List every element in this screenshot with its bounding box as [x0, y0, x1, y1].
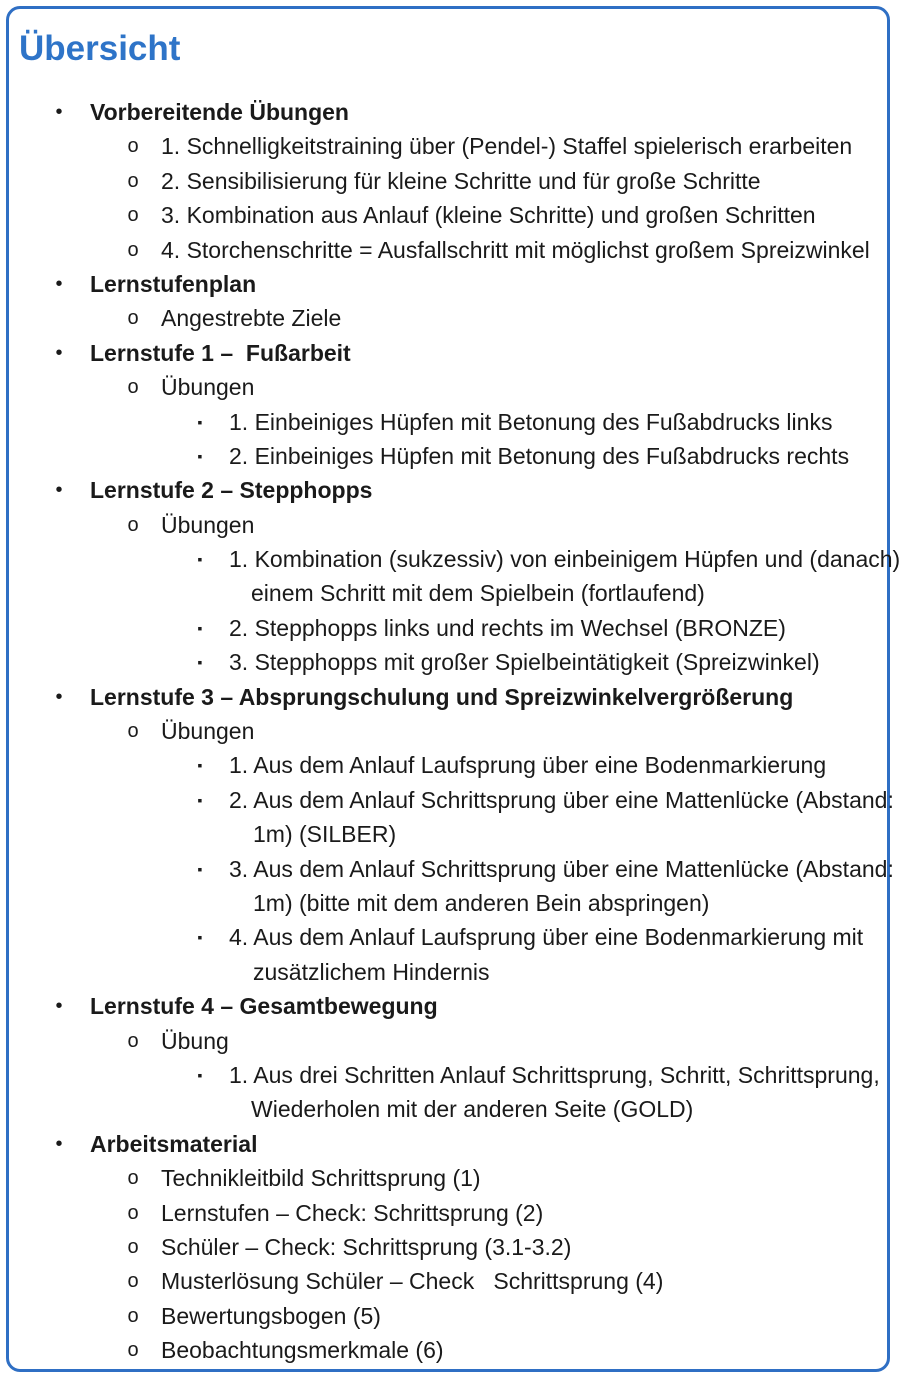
- list-item-text: 1. Einbeiniges Hüpfen mit Betonung des Fußabdrucks links: [229, 408, 833, 435]
- list-item-text: 1. Aus dem Anlauf Laufsprung über eine Bodenmarkierung: [229, 752, 827, 779]
- list-item-text: 3. Aus dem Anlauf Schrittsprung über eine Mattenlücke (Abstand:: [229, 855, 894, 882]
- section-lernstufe-3: [9, 680, 899, 714]
- list-item: [9, 748, 899, 782]
- bullet-square: ▪: [197, 413, 203, 430]
- list-item: [9, 783, 899, 852]
- list-item: [9, 301, 899, 335]
- bullet-circle: o: [127, 1270, 139, 1293]
- list-item-text: 2. Sensibilisierung für kleine Schritte und für große Schritte: [161, 167, 761, 194]
- bullet-square: ▪: [197, 929, 203, 946]
- list-item-text: 3. Kombination aus Anlauf (kleine Schritte) und großen Schritten: [161, 202, 816, 229]
- list-item: [9, 198, 899, 232]
- bullet-square: ▪: [197, 791, 203, 808]
- list-item: [9, 920, 899, 989]
- sub-heading-text: Übungen: [161, 511, 255, 538]
- bullet-circle: o: [127, 1201, 139, 1224]
- list-item-text-continued: 1m) (SILBER): [253, 821, 397, 848]
- list-item: [9, 611, 899, 645]
- page-title: Übersicht: [19, 29, 181, 68]
- list-item: [9, 645, 899, 679]
- bullet-square: ▪: [197, 654, 203, 671]
- section-heading: Lernstufenplan: [90, 270, 257, 297]
- bullet-square: ▪: [197, 619, 203, 636]
- list-item: [9, 1230, 899, 1264]
- sub-heading: [9, 1024, 899, 1058]
- list-item-text: 1. Aus drei Schritten Anlauf Schrittsprung, Schritt, Schrittsprung,: [229, 1062, 880, 1088]
- list-item-text: 1. Kombination (sukzessiv) von einbeinigem Hüpfen und (danach): [229, 546, 900, 573]
- sub-heading-text: Übung: [161, 1027, 229, 1054]
- sub-heading: [9, 370, 899, 404]
- bullet-circle: o: [127, 307, 139, 330]
- list-item-text: Lernstufen – Check: Schrittsprung (2): [161, 1199, 544, 1226]
- list-item: [9, 1161, 899, 1195]
- list-item-text: 4. Aus dem Anlauf Laufsprung über eine Bodenmarkierung mit: [229, 924, 864, 951]
- section-lernstufe-4: [9, 989, 899, 1023]
- list-item: [9, 405, 899, 439]
- list-item: [9, 1058, 899, 1127]
- list-item-text: 3. Stepphopps mit großer Spielbeintätigkeit (Spreizwinkel): [229, 649, 820, 676]
- list-item: [9, 129, 899, 163]
- bullet-circle: o: [127, 169, 139, 192]
- list-item: [9, 439, 899, 473]
- bullet-circle: o: [127, 513, 139, 536]
- list-item-text: 4. Storchenschritte = Ausfallschritt mit möglichst großem Spreizwinkel: [161, 236, 870, 263]
- bullet-circle: o: [127, 376, 139, 399]
- bullet-dot: •: [55, 341, 63, 364]
- bullet-circle: o: [127, 135, 139, 158]
- list-item: [9, 233, 899, 267]
- bullet-dot: •: [55, 272, 63, 295]
- section-vorbereitende-uebungen: [9, 95, 899, 129]
- list-item-text: 2. Aus dem Anlauf Schrittsprung über eine Mattenlücke (Abstand:: [229, 786, 894, 813]
- list-item-text-continued: Wiederholen mit der anderen Seite (GOLD): [251, 1096, 694, 1123]
- list-item-text: Schüler – Check: Schrittsprung (3.1-3.2): [161, 1233, 572, 1260]
- sub-heading: [9, 508, 899, 542]
- sub-heading-text: Übungen: [161, 718, 255, 745]
- bullet-dot: •: [55, 995, 63, 1018]
- bullet-dot: •: [55, 479, 63, 502]
- list-item-text: Angestrebte Ziele: [161, 305, 342, 332]
- list-item-text: Bewertungsbogen (5): [161, 1302, 381, 1329]
- bullet-square: ▪: [197, 1067, 203, 1083]
- overview-list: [9, 95, 899, 1368]
- sub-heading: [9, 714, 899, 748]
- list-item-text: Musterlösung Schüler – Check Schrittsprung (4): [161, 1268, 664, 1295]
- section-lernstufenplan: [9, 267, 899, 301]
- section-lernstufe-2: [9, 473, 899, 507]
- bullet-circle: o: [127, 204, 139, 227]
- section-heading: Lernstufe 1 – Fußarbeit: [90, 339, 351, 366]
- list-item-text: 1. Schnelligkeitstraining über (Pendel-) Staffel spielerisch erarbeiten: [161, 133, 853, 160]
- document-frame: [6, 6, 900, 1372]
- bullet-dot: •: [55, 101, 63, 123]
- list-item-text-continued: 1m) (bitte mit dem anderen Bein abspringen): [253, 890, 710, 917]
- bullet-square: ▪: [197, 757, 203, 774]
- list-item-text-continued: einem Schritt mit dem Spielbein (fortlaufend): [251, 580, 705, 607]
- list-item-text: 2. Einbeiniges Hüpfen mit Betonung des Fußabdrucks rechts: [229, 442, 850, 469]
- list-item: [9, 1264, 899, 1298]
- bullet-circle: o: [127, 1304, 139, 1327]
- sub-heading-text: Übungen: [161, 374, 255, 401]
- list-item-text: 2. Stepphopps links und rechts im Wechsel (BRONZE): [229, 614, 786, 641]
- bullet-square: ▪: [197, 447, 203, 464]
- bullet-circle: o: [127, 1167, 139, 1190]
- section-heading: Lernstufe 3 – Absprungschulung und Spreizwinkelvergrößerung: [90, 683, 794, 710]
- bullet-dot: •: [55, 1132, 63, 1155]
- section-arbeitsmaterial: [9, 1127, 899, 1161]
- list-item: [9, 852, 899, 921]
- list-item: [9, 542, 899, 611]
- section-heading: Arbeitsmaterial: [90, 1130, 258, 1157]
- list-item: [9, 1333, 899, 1367]
- bullet-square: ▪: [197, 551, 203, 568]
- section-heading: Lernstufe 4 – Gesamtbewegung: [90, 993, 438, 1020]
- list-item: [9, 1299, 899, 1333]
- bullet-circle: o: [127, 1029, 139, 1052]
- section-lernstufe-1: [9, 336, 899, 370]
- bullet-circle: o: [127, 1339, 139, 1362]
- bullet-square: ▪: [197, 860, 203, 877]
- list-item: [9, 1196, 899, 1230]
- bullet-circle: o: [127, 1235, 139, 1258]
- bullet-circle: o: [127, 238, 139, 261]
- bullet-circle: o: [127, 720, 139, 743]
- bullet-dot: •: [55, 685, 63, 708]
- list-item-text: Beobachtungsmerkmale (6): [161, 1337, 444, 1364]
- list-item-text-continued: zusätzlichem Hindernis: [253, 958, 490, 985]
- section-heading: Vorbereitende Übungen: [90, 99, 349, 125]
- list-item-text: Technikleitbild Schrittsprung (1): [161, 1165, 481, 1192]
- section-heading: Lernstufe 2 – Stepphopps: [90, 477, 373, 504]
- list-item: [9, 164, 899, 198]
